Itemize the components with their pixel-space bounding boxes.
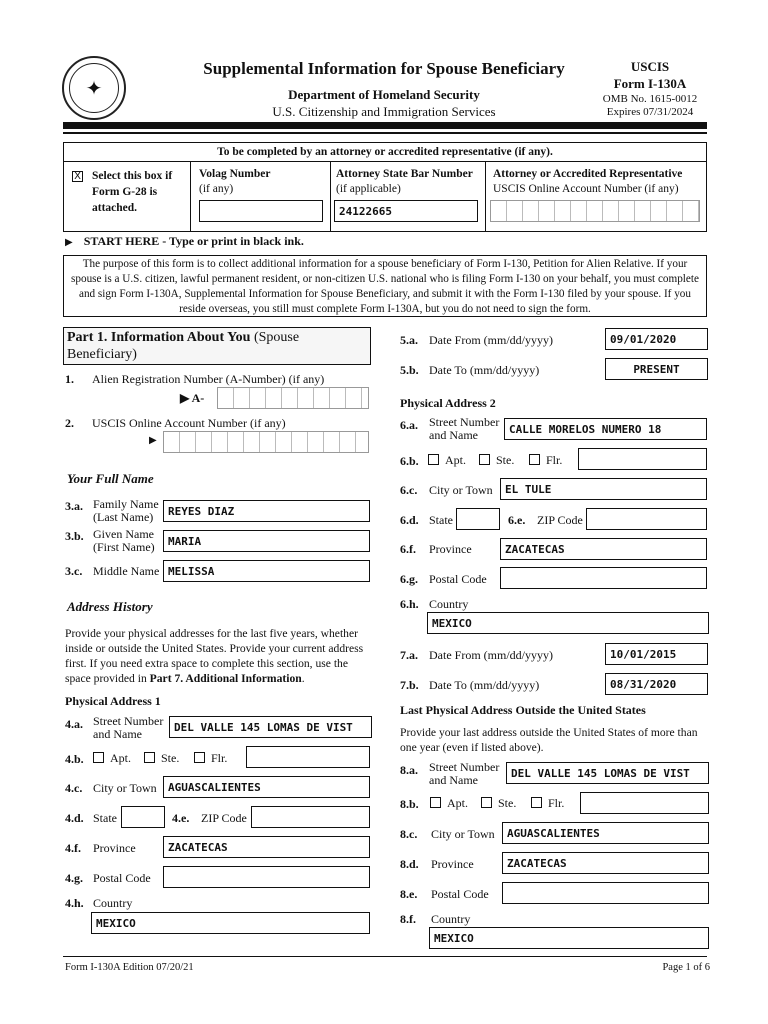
full-name-heading: Your Full Name: [67, 471, 154, 486]
province-label: Province: [429, 542, 472, 556]
postal-field-2[interactable]: [500, 567, 707, 589]
q8a-num: 8.a.: [400, 763, 418, 777]
postal-field-8[interactable]: [502, 882, 709, 904]
zip-field-2[interactable]: [586, 508, 707, 530]
q4a-num: 4.a.: [65, 717, 83, 731]
q6a-num: 6.a.: [400, 418, 418, 432]
street-field-8[interactable]: DEL VALLE 145 LOMAS DE VIST: [506, 762, 709, 784]
part1-title: [67, 329, 367, 363]
dhs-seal-icon: ✦: [62, 56, 126, 120]
flr-checkbox[interactable]: [531, 797, 542, 808]
family-name-field[interactable]: REYES DIAZ: [163, 500, 370, 522]
apt-label: Apt.: [110, 751, 131, 765]
volag-field[interactable]: [199, 200, 323, 222]
q5b-num: 5.b.: [400, 363, 419, 377]
part1-title-bold: Part 1. Information About You: [67, 330, 251, 345]
start-here-text: START HERE - Type or print in black ink.: [83, 234, 304, 248]
ste-checkbox[interactable]: [479, 454, 490, 465]
q2-num: 2.: [65, 416, 74, 430]
last-outside-text: Provide your last address outside the United States of more than one year (even if listed above).: [400, 726, 698, 754]
expiration-date: Expires 07/31/2024: [606, 106, 694, 118]
family-name-label: Family Name (Last Name): [93, 497, 159, 524]
street-label: Street Number and Name: [93, 714, 164, 741]
postal-label: Postal Code: [431, 887, 489, 901]
date-from-label: Date From (mm/dd/yyyy): [429, 333, 553, 347]
q2-label: USCIS Online Account Number (if any): [92, 416, 286, 430]
street-field-2[interactable]: CALLE MORELOS NUMERO 18: [504, 418, 707, 440]
date-from-label: Date From (mm/dd/yyyy): [429, 648, 553, 662]
middle-name-field[interactable]: MELISSA: [163, 560, 370, 582]
province-field-8[interactable]: ZACATECAS: [502, 852, 709, 874]
attorney-divider: [485, 162, 486, 232]
q4g-num: 4.g.: [65, 871, 83, 885]
q5a-num: 5.a.: [400, 333, 418, 347]
q6d-num: 6.d.: [400, 513, 419, 527]
arrow-icon: ▶: [149, 435, 157, 446]
zip-label: ZIP Code: [537, 513, 583, 527]
q1-label: Alien Registration Number (A-Number) (if any): [92, 372, 325, 386]
footer-rule: [63, 956, 707, 957]
city-field-8[interactable]: AGUASCALIENTES: [502, 822, 709, 844]
state-label: State: [429, 513, 453, 527]
address-history-text-b: Part 7. Additional Information: [149, 672, 302, 685]
date-from-field-5a[interactable]: 09/01/2020: [605, 328, 708, 350]
online-account-label: Attorney or Accredited Representative: [493, 168, 683, 180]
city-label: City or Town: [429, 483, 493, 497]
country-field-1[interactable]: MEXICO: [91, 912, 370, 934]
form-title: Supplemental Information for Spouse Beneficiary: [203, 59, 565, 78]
q4d-num: 4.d.: [65, 811, 84, 825]
address-history-text: [65, 626, 371, 686]
attorney-online-account-field[interactable]: [490, 200, 700, 222]
arrow-icon: ▶: [65, 237, 73, 248]
flr-checkbox[interactable]: [194, 752, 205, 763]
uscis-online-account-field[interactable]: [163, 431, 369, 453]
q3a-num: 3.a.: [65, 499, 83, 513]
q6e-num: 6.e.: [508, 513, 526, 527]
q4f-num: 4.f.: [65, 841, 81, 855]
q6g-num: 6.g.: [400, 572, 418, 586]
province-field-1[interactable]: ZACATECAS: [163, 836, 370, 858]
date-to-field-5b[interactable]: PRESENT: [605, 358, 708, 380]
omb-number: OMB No. 1615-0012: [602, 93, 698, 105]
ste-checkbox[interactable]: [144, 752, 155, 763]
q1-num: 1.: [65, 372, 74, 386]
country-label: Country: [431, 912, 471, 926]
ste-label: Ste.: [496, 453, 515, 467]
q8e-num: 8.e.: [400, 887, 418, 901]
q6h-num: 6.h.: [400, 597, 419, 611]
unit-number-field[interactable]: [246, 746, 370, 768]
given-name-field[interactable]: MARIA: [163, 530, 370, 552]
given-name-label: Given Name (First Name): [93, 527, 155, 554]
q6c-num: 6.c.: [400, 483, 418, 497]
page-number: Page 1 of 6: [662, 962, 710, 973]
q7b-num: 7.b.: [400, 678, 419, 692]
flr-label: Flr.: [546, 453, 563, 467]
department-name: Department of Homeland Security: [288, 87, 480, 102]
last-outside-heading: Last Physical Address Outside the United States: [400, 703, 646, 717]
g28-checkbox[interactable]: X: [72, 171, 83, 182]
q8b-num: 8.b.: [400, 797, 419, 811]
postal-field-1[interactable]: [163, 866, 370, 888]
address-history-text-c: .: [301, 672, 305, 685]
q8c-num: 8.c.: [400, 827, 418, 841]
agency-short: USCIS: [630, 59, 670, 74]
online-account-sub: USCIS Online Account Number (if any): [493, 183, 679, 195]
header-rule: [63, 122, 707, 129]
q6b-num: 6.b.: [400, 454, 419, 468]
state-field-1[interactable]: [121, 806, 165, 828]
address-history-heading: Address History: [67, 599, 153, 614]
city-field-1[interactable]: AGUASCALIENTES: [163, 776, 370, 798]
middle-name-label: Middle Name: [93, 564, 160, 578]
zip-field-1[interactable]: [251, 806, 370, 828]
unit-number-field[interactable]: [578, 448, 707, 470]
flr-label: Flr.: [548, 796, 565, 810]
q4h-num: 4.h.: [65, 896, 84, 910]
date-to-label: Date To (mm/dd/yyyy): [429, 678, 540, 692]
header-rule-thin: [63, 132, 707, 134]
country-label: Country: [429, 597, 469, 611]
bar-sub: (if applicable): [336, 183, 401, 195]
purpose-text: The purpose of this form is to collect additional information for a spouse beneficiary of Form I-130, Petition for Alien Relative. If your spouse is a U.S. citizen, lawful permanent resident, or non-citizen U.S. national who is filing Form I-130 on your behalf, you must complete and sign Form I-130A, Supplemental Information for Spouse Beneficiary, and submit it with the Form I-130 filed by your spouse. If you reside overseas, you still must complete Form I-130A, but you do not need to sign the form.: [63, 255, 707, 317]
q4e-num: 4.e.: [172, 811, 190, 825]
unit-number-field[interactable]: [580, 792, 709, 814]
street-field-1[interactable]: DEL VALLE 145 LOMAS DE VIST: [169, 716, 372, 738]
city-label: City or Town: [431, 827, 495, 841]
volag-sub: (if any): [199, 183, 234, 195]
physical-address-2-heading: Physical Address 2: [400, 396, 496, 410]
form-id: Form I-130A: [613, 76, 687, 91]
bar-number-field[interactable]: 24122665: [334, 200, 478, 222]
date-from-field-7a[interactable]: 10/01/2015: [605, 643, 708, 665]
start-here: [65, 234, 304, 249]
city-label: City or Town: [93, 781, 157, 795]
city-field-2[interactable]: EL TULE: [500, 478, 707, 500]
attorney-divider: [330, 162, 331, 232]
attorney-heading: To be completed by an attorney or accredited representative (if any).: [63, 142, 707, 162]
province-label: Province: [93, 841, 136, 855]
ste-label: Ste.: [498, 796, 517, 810]
q8d-num: 8.d.: [400, 857, 419, 871]
apt-checkbox[interactable]: [93, 752, 104, 763]
state-label: State: [93, 811, 117, 825]
zip-label: ZIP Code: [201, 811, 247, 825]
edition-text: Form I-130A Edition 07/20/21: [65, 962, 194, 973]
postal-label: Postal Code: [93, 871, 151, 885]
bar-label: Attorney State Bar Number: [336, 168, 473, 180]
apt-checkbox[interactable]: [430, 797, 441, 808]
q6f-num: 6.f.: [400, 542, 416, 556]
postal-label: Postal Code: [429, 572, 487, 586]
apt-label: Apt.: [445, 453, 466, 467]
apt-checkbox[interactable]: [428, 454, 439, 465]
province-field-2[interactable]: ZACATECAS: [500, 538, 707, 560]
country-field-8[interactable]: MEXICO: [429, 927, 709, 949]
volag-label: Volag Number: [199, 168, 271, 180]
g28-label: Select this box if Form G-28 is attached.: [92, 170, 173, 214]
a-number-field[interactable]: [217, 387, 369, 409]
address-history-text-a: Provide your physical addresses for the last five years, whether inside or outside the United States. Provide your current address first. If you need extra space to complete this section, use the space provided in: [65, 627, 364, 685]
apt-label: Apt.: [447, 796, 468, 810]
country-field-2[interactable]: MEXICO: [427, 612, 709, 634]
flr-checkbox[interactable]: [529, 454, 540, 465]
province-label: Province: [431, 857, 474, 871]
q7a-num: 7.a.: [400, 648, 418, 662]
physical-address-1-heading: Physical Address 1: [65, 694, 161, 708]
ste-label: Ste.: [161, 751, 180, 765]
street-label: Street Number and Name: [429, 760, 500, 787]
a-number-prefix: ▶ A-: [180, 391, 205, 405]
q4c-num: 4.c.: [65, 781, 83, 795]
street-label: Street Number and Name: [429, 415, 500, 442]
state-field-2[interactable]: [456, 508, 500, 530]
q4b-num: 4.b.: [65, 752, 84, 766]
part1-title-suffix: (Spouse Beneficiary): [67, 330, 300, 362]
q8f-num: 8.f.: [400, 912, 416, 926]
q3b-num: 3.b.: [65, 529, 84, 543]
ste-checkbox[interactable]: [481, 797, 492, 808]
attorney-divider: [190, 162, 191, 232]
flr-label: Flr.: [211, 751, 228, 765]
date-to-label: Date To (mm/dd/yyyy): [429, 363, 540, 377]
q3c-num: 3.c.: [65, 564, 83, 578]
country-label: Country: [93, 896, 133, 910]
date-to-field-7b[interactable]: 08/31/2020: [605, 673, 708, 695]
agency-name: U.S. Citizenship and Immigration Services: [272, 104, 496, 119]
